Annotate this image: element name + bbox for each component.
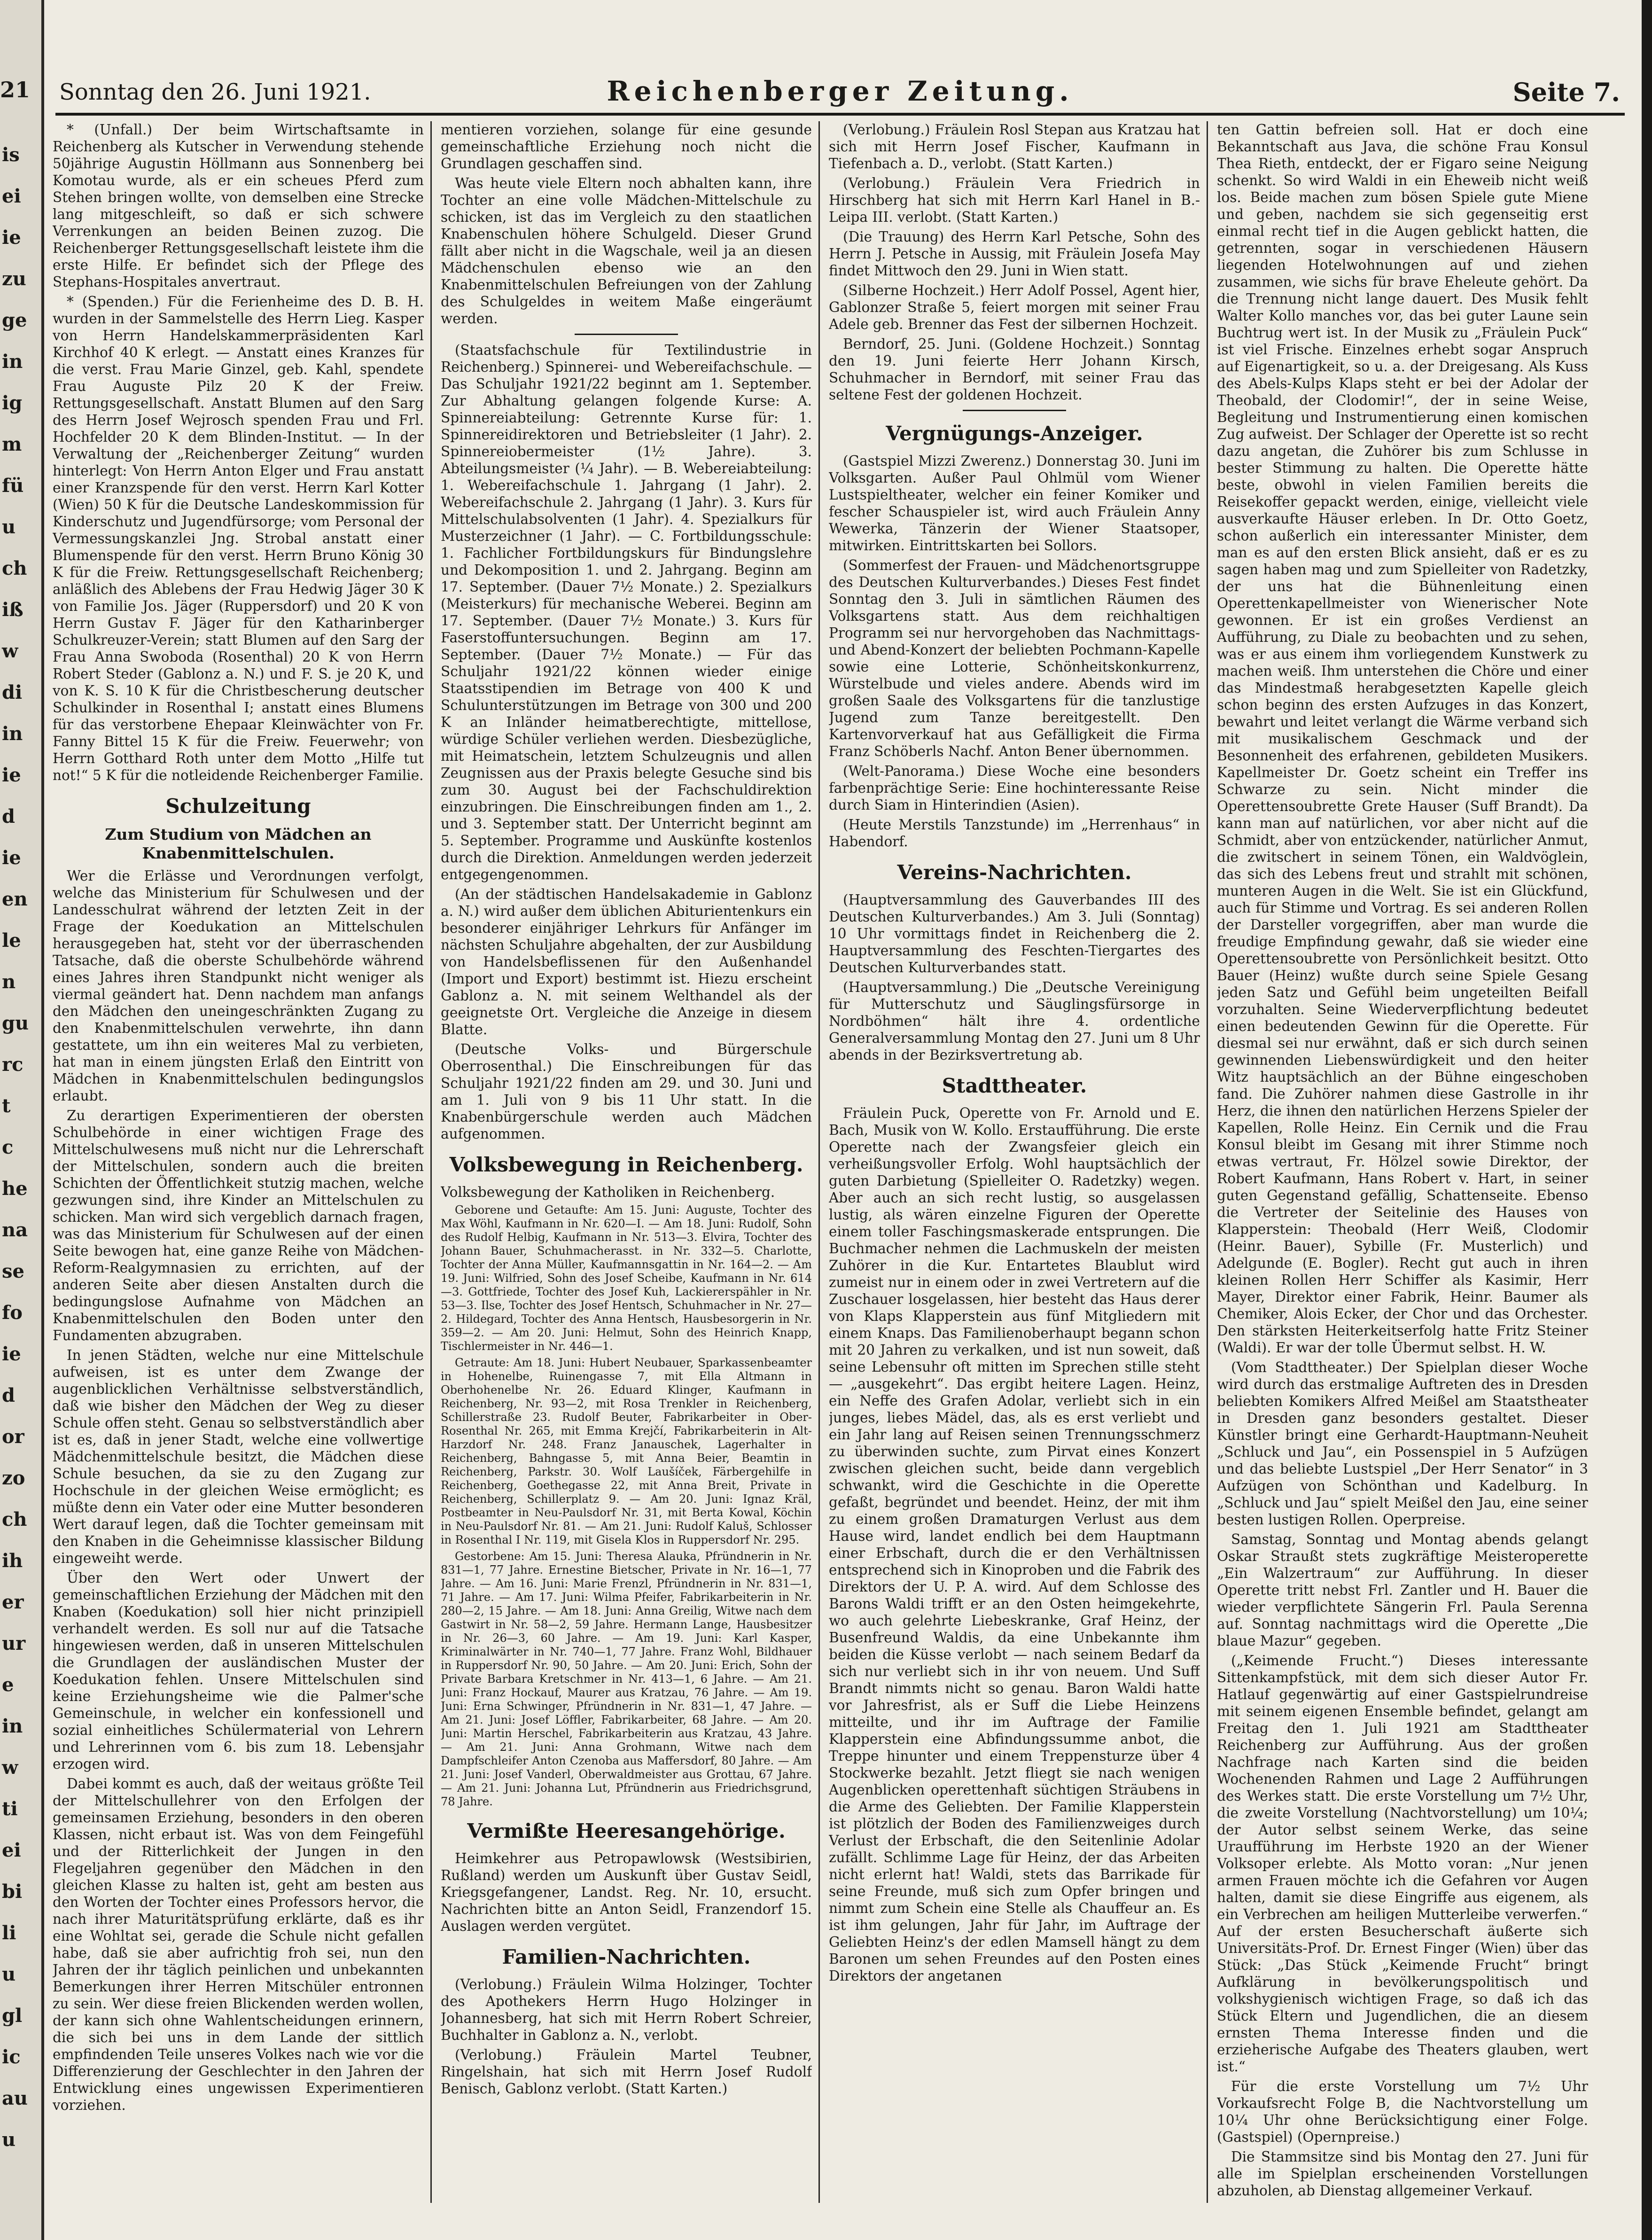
previous-page-fragment: w: [2, 640, 18, 662]
article-paragraph: Geborene und Getaufte: Am 15. Juni: Auguste, Tochter des Max Wöhl, Kaufmann in Nr. 620—I. — Am 18. Juni: Rudolf, Sohn des Rudolf Helbig, Kaufmann in Nr. 513—3. Elvira, Tochter des Johann Bauer, Schuhmacherasst. in Nr. 332—5. Charlotte, Tochter der Anna Müller, Kaufmannsgattin in Nr. 164—2. — Am 19. Juni: Wilfried, Sohn des Josef Scheibe, Kaufmann in Nr. 614—3. Gottfriede, Tochter des Josef Kuh, Lackiererspähler in Nr. 53—3. Ilse, Tochter des Josef Hentsch, Schuhmacher in Nr. 27—2. Hildegard, Tochter des Anna Hentsch, Hausbesorgerin in Nr. 359—2. — Am 20. Juni: Helmut, Sohn des Heinrich Knapp, Tischlermeister in Nr. 446—1.: [441, 1203, 812, 1353]
column-4: [1217, 121, 1588, 2203]
previous-page-fragment: ih: [2, 1550, 23, 1572]
article-subheading: Zum Studium von Mädchen an Knabenmittelschulen.: [105, 825, 372, 862]
previous-page-fragment: he: [2, 1178, 28, 1200]
previous-page-fragment: ch: [2, 1508, 27, 1530]
section-divider: [963, 410, 1066, 411]
article-paragraph: * (Unfall.) Der beim Wirtschaftsamte in Reichenberg als Kutscher in Verwendung stehende 50jährige Augustin Höllmann aus Sonnenberg bei Komotau wurde, als er ein scheues Pferd zum Stehen bringen wollte, von demselben eine Strecke lang mitgeschleift, so daß er sich schwere Verrenkungen an beiden Beinen zuzog. Die Reichenberger Rettungsgesellschaft leistete ihm die erste Hilfe. Er befindet sich der Pflege des Stephans-Hospitales anvertraut.: [53, 122, 424, 290]
article-paragraph: ten Gattin befreien soll. Hat er doch eine Bekanntschaft aus Java, die schöne Frau Konsul Thea Rieth, entdeckt, der er Figaro seine Neigung schenkt. So wird Waldi in ein Eheweib nicht weiß los. Beide machen zum bösen Spiele gute Miene und geben, nachdem sie sich gegenseitig erst einmal recht tief in die Augen geblickt hatten, die getrennten, sogar in verschiedenen Häusern liegenden Hotelwohnungen auf und ziehen zusammen, wie sichs für brave Eheleute gehört. Da die Trennung nicht lange dauert. Des Musik fehlt Walter Kollo manches vor, das bei guter Laune sein Buchtrug wert ist. In der Musik zu „Fräulein Puck“ ist viel Frische. Einzelnes erhebt sogar Anspruch auf Eigenartigkeit, so u. a. der Dreigesang. Als Kuss des Abels-Kulps Klaps steht er bei der Adolar der Theobald, der Clodomir!“, der in seine Weise, Begleitung und Instrumentierung einen komischen Zug aufweist. Der Schlager der Operette ist so recht dazu angetan, die Zuhörer bis zum Schlusse in bester Stimmung zu halten. Die Operette hätte beste, obwohl in vielen Familien bereits die Reisekoffer gepackt werden, einige, vielleicht viele ausverkaufte Häuser erleben. In Dr. Otto Goetz, schon außerlich ein interessanter Minister, dem man es auf den ersten Blick ansieht, daß er es zu sagen haben mag und zum Spielleiter von Radetzky, der uns hat die Bühnenleitung einen Operettenkapellmeister von Wienerischer Note gewonnen. Er ist ein großes Verdienst an Aufführung, zu Diale zu beobachten und zu sehen, was er aus einem ihm vorliegendem Kunstwerk zu machen weiß. Ihm unterstehen die Chöre und einer das Mindestmaß herabgesetzten Kapelle gleich schon beginn des ersten Aufzuges in das Konzert, bewahrt und leitet verlangt die Wärme verband sich mit musikalischem Geschmack und der Besonnenheit des erfahrenen, gebildeten Musikers. Kapellmeister Dr. Goetz scheint ein Treffer ins Schwarze zu sein. Nicht minder die Operettensoubrette Grete Hauser (Suff Brandt). Da kann man auf natürlichen, vor aber nicht auf die Schmidt, aber von entzückender, natürlicher Anmut, die zwitschert in seinem Tönen, ein Waldvöglein, das sich des Lebens freut und strahlt mit schönen, munteren Augen in die Welt. Sie ist ein Glückfund, auch für Stimme und Vortrag. Es sei anderen Rollen der Darsteller vorgegriffen, aber man wurde die freudige Empfindung gewahr, daß sie wieder eine Operettensoubrette von Persönlichkeit besitzt. Otto Bauer (Heinz) wußte durch seine Spiele Gesang jeden Satz und Gefühl beim ungeteilten Beifall vorzuhalten. Seine Wiederverpflichtung bedeutet einen bedeutenden Gewinn für die Operette. Für diesmal sei nur erwähnt, daß er sich durch seinen gewinnenden Liebenswürdigkeit und den heiter Witz hauptsächlich an der Bühne eingeschoben fand. Die Zuhörer nahmen diese Gastrolle in ihr Herz, die ihnen den natürlichen Herzens Spieler der Kapellen, Rolle Heinz. Ein Cernik und die Frau Konsul bleibt im Gesang mit ihrer Stimme noch etwas vertraut, Fr. Hölzel sowie Direktor, der Robert Kaufmann, Hans Robert v. Hart, in seiner guten Gegenstand gefällig, Schattenseite. Ebenso die Vertreter der Seitelinie des Hauses von Klapperstein: Theobald (Herr Weiß, Clodomir (Heinr. Bauer), Sybille (Fr. Musterlich) und Adelgunde (E. Bogler). Recht gut auch in ihren kleinen Rollen Herr Schiffer als Kasimir, Herr Mayer, Direktor einer Fabrik, Heinr. Baumer als Chemiker, Alois Ecker, der Chor und das Orchester. Den stärksten Heiterkeitserfolg hatte Fritz Steiner (Waldi). Er war der tolle Übermut selbst. H. W.: [1217, 122, 1588, 1356]
article-paragraph: (Welt-Panorama.) Diese Woche eine besonders farbenprächtige Serie: Eine hochinteressante Reise durch Siam in Hinterindien (Asien).: [829, 763, 1200, 813]
previous-page-fragment: n: [2, 971, 16, 993]
article-paragraph: Gestorbene: Am 15. Juni: Theresa Alauka, Pfründnerin in Nr. 831—1, 77 Jahre. Ernestine Bietscher, Private in Nr. 16—1, 77 Jahre. — Am 16. Juni: Marie Frenzl, Pfründnerin in Nr. 831—1, 71 Jahre. — Am 17. Juni: Wilma Pfeifer, Fabrikarbeiterin in Nr. 280—2, 15 Jahre. — Am 18. Juni: Anna Greilig, Witwe nach dem Gastwirt in Nr. 58—2, 59 Jahre. Hermann Lange, Hausbesitzer in Nr. 26—3, 60 Jahre. — Am 19. Juni: Karl Kasper, Kriminalwärter in Nr. 740—1, 77 Jahre. Franz Wohl, Bildhauer in Ruppersdorf Nr. 90, 50 Jahre. — Am 20. Juni: Erich, Sohn der Private Barbara Kretschmer in Nr. 413—1, 6 Jahre. — Am 21. Juni: Franz Hockauf, Maurer aus Kratzau, 76 Jahre. — Am 19. Juni: Erna Schwinger, Pfründnerin in Nr. 831—1, 47 Jahre. — Am 21. Juni: Josef Löffler, Fabrikarbeiter, 68 Jahre. — Am 20. Juni: Martin Herschel, Fabrikarbeiterin aus Kratzau, 43 Jahre. — Am 21. Juni: Anna Grohmann, Witwe nach dem Dampfschleifer Anton Czenoba aus Maffersdorf, 80 Jahre. — Am 21. Juni: Josef Vanderl, Oberwaldmeister aus Grottau, 67 Jahre. — Am 21. Juni: Johanna Lut, Pfründnerin aus Friedrichsgrund, 78 Jahre.: [441, 1550, 812, 1808]
article-paragraph: (Deutsche Volks- und Bürgerschule Oberrosenthal.) Die Einschreibungen für das Schuljahr 1921/22 finden am 29. und 30. Juni und am 1. Juli von 9 bis 11 Uhr statt. In die Knabenbürgerschule werden auch Mädchen aufgenommen.: [441, 1041, 812, 1142]
column-rule: [1207, 121, 1208, 2203]
article-paragraph: (Staatsfachschule für Textilindustrie in Reichenberg.) Spinnerei- und Webereifachschule. — Das Schuljahr 1921/22 beginnt am 1. September. Zur Abhaltung gelangen folgende Kurse: A. Spinnereiabteilung: Getrennte Kurse für: 1. Spinnereidirektoren und Betriebsleiter (1 Jahr). 2. Spinnereiobermeister (1½ Jahre). 3. Abteilungsmeister (¼ Jahr). — B. Webereiabteilung: 1. Webereifachschule 1. Jahrgang (1 Jahr). 2. Webereifachschule 2. Jahrgang (1 Jahr). 3. Kurs für Mittelschulabsolventen (1 Jahr). 4. Spezialkurs für Musterzeichner (1 Jahr). — C. Fortbildungsschule: 1. Fachlicher Fortbildungskurs für Bindungslehre und Dekomposition 1. und 2. Jahrgang. Beginn am 17. September. (Dauer 7½ Monate.) 2. Spezialkurs (Meisterkurs) für mechanische Weberei. Beginn am 17. September. (Dauer 7½ Monate.) 3. Kurs für Faserstoffuntersuchungen. Beginn am 17. September. (Dauer 7½ Monate.) — Für das Schuljahr 1921/22 können wieder einige Staatsstipendien im Betrage von 400 K und Schulunterstützungen im Betrage von 300 und 200 K an Inländer heimatberechtigte, mittellose, würdige Schüler verliehen werden. Diesbezügliche, mit Heimatschein, letztem Schulzeugnis und allen Zeugnissen aus der Praxis belegte Gesuche sind bis zum 30. August bei der Fachschuldirektion einzubringen. Die Einschreibungen finden am 1., 2. und 3. September statt. Der Unterricht beginnt am 5. September. Programme und Auskünfte kostenlos durch die Direktion. Anmeldungen werden jederzeit entgegengenommen.: [441, 342, 812, 882]
article-paragraph: Dabei kommt es auch, daß der weitaus größte Teil der Mittelschullehrer von den Erfolgen der gemeinsamen Erziehung, besonders in den oberen Klassen, nicht erbaut ist. Was von dem Feingefühl und der Ritterlichkeit der Jungen in den Flegeljahren gegenüber den Mädchen in den gleichen Klasse zu halten ist, geht am besten aus den Worten der Tochter eines Professors hervor, die nach ihrer Maturitätsprüfung erklärte, daß es ihr eine Wohltat sei, gerade die Schule nicht gefallen habe, daß sie aber aufrichtig froh sei, nun den Jahren der ihr täglich peinlichen und unbekannten Bemerkungen ihrer Herren Mitschüler entronnen zu sein. Wer diese freien Blickenden werden wollen, der kann sich ohne Wahlentscheidungen erinnern, die sich bei uns in dem Lande der sittlich empfindenden Teile unseres Volkes nach wie vor die Differenzierung der Geschlechter in den Jahren der Entwicklung eines ungewissen Experimentieren vorziehen.: [53, 1776, 424, 2113]
article-paragraph: Samstag, Sonntag und Montag abends gelangt Oskar Straußt stets zugkräftige Meisteroperette „Ein Walzertraum“ zur Aufführung. In dieser Operette tritt nebst Frl. Zantler und H. Bauer die wieder verpflichtete Sängerin Frl. Paula Serenna auf. Sonntag nachmittags wird die Operette „Die blaue Mazur“ gegeben.: [1217, 1531, 1588, 1649]
previous-page-fragment: gu: [2, 1012, 29, 1034]
previous-page-fragment: ie: [2, 764, 21, 786]
previous-page-fragment: na: [2, 1219, 28, 1241]
previous-page-fragment: u: [2, 2129, 16, 2151]
section-heading: Vermißte Heeresangehörige.: [467, 1819, 786, 1842]
previous-page-fragment: er: [2, 1591, 24, 1613]
previous-page-fragment: is: [2, 144, 20, 166]
article-paragraph: (Verlobung.) Fräulein Martel Teubner, Ringelshain, hat sich mit Herrn Josef Rudolf Benisch, Gablonz verlobt. (Statt Karten.): [441, 2047, 812, 2097]
article-paragraph: Fräulein Puck, Operette von Fr. Arnold und E. Bach, Musik von W. Kollo. Erstaufführung. Die erste Operette nach der Zwangsfeier gleich ein verheißungsvoller Erfolg. Wohl hauptsächlich der guten Darbietung (Spielleiter O. Radetzky) wegen. Aber auch an sich recht lustig, so ausgelassen lustig, als wären einzelne Figuren der Operette einem toller Faschingsmaskerade entsprungen. Die Buchmacher nehmen die Lachmuskeln der meisten Zuhörer in die Kur. Entartetes Blaublut wird zumeist nur in einem oder in zwei Vertretern auf die Zuschauer losgelassen, hier besteht das Haus derer von Klaps Klapperstein aus fünf Mitgliedern mit einem Knaps. Das Familienoberhaupt begann schon mit 20 Jahren zu verkalken, und ist nun soweit, daß seine Lebensuhr oft mitten im Sprechen stille steht — „ausgekehrt“. Das ergibt heitere Lagen. Heinz, ein Neffe des Grafen Adolar, verliebt sich in ein junges, liebes Mädel, das, als es erst verliebt und ein Jahr lang auf Reisen seinen Trennungsschmerz zu überwinden suchte, zum Pirvat eines Konzert zwischen gleichen sucht, beide dann vergeblich schwankt, wird die Geschichte in die Operette gefaßt, begründet und beendet. Heinz, der mit ihm zu einem großen Dramaturgen Verlust aus dem Hause wird, landet endlich bei dem Hauptmann einer Erbschaft, durch die er den Verhältnissen entsprechend sich in Kinoproben und die Fabrik des Direktors der U. P. A. wird. Auf dem Schlosse des Barons Waldi trifft er an den Osten heimgekehrte, wo auch gelehrte Liebeskranke, Graf Heinz, der Busenfreund Waldis, da eine Unbekannte ihm beiden die Küsse verlobt — nach seinem Bedarf da sich nur verliebt sich in ihr von neuem. Und Suff Brandt nimmts nicht so genau. Baron Waldi hatte vor Jahresfrist, als er Suff die Liebe Heinzens mitteilte, und ihr im Auftrage der Familie Klapperstein eine Abfindungssumme anbot, die Treppe hinunter und einem Treppensturze über 4 Stockwerke bezahlt. Jetzt fliegt sie nach wenigen Augenblicken operettenhaft süchtigen Sträubens in die Arme des Geliebten. Der Familie Klapperstein ist plötzlich der Boden des Familienzweiges durch Verlust der Erbschaft, die den Seitenlinie Adolar zufällt. Schlimme Lage für Heinz, der das Arbeiten nicht erlernt hat! Waldi, stets das Barrikade für seine Freunde, muß sich zum Opfer bringen und nimmt zum Schein eine Stelle als Chauffeur an. Es ist ihm gelungen, Jahr für Jahr, im Auftrage der Geliebten Heinz's der edlen Mamsell hängt zu dem Baronen um sehen Freundes auf den Posten eines Direktors der angetanen: [829, 1105, 1200, 1984]
article-paragraph: (Verlobung.) Fräulein Vera Friedrich in Hirschberg hat sich mit Herrn Karl Hanel in B.-Leipa III. verlobt. (Statt Karten.): [829, 175, 1200, 225]
section-heading: Vereins-Nachrichten.: [897, 861, 1132, 884]
article-paragraph: (Vom Stadttheater.) Der Spielplan dieser Woche wird durch das erstmalige Auftreten des in Dresden beliebten Komikers Alfred Meißel am Staatstheater in Dresden ganz besonders gestaltet. Dieser Künstler bringt eine Gerhardt-Hauptmann-Neuheit „Schluck und Jau“, ein Possenspiel in 5 Aufzügen und das beliebte Lustspiel „Der Herr Senator“ in 3 Aufzügen von Schönthan und Kadelburg. In „Schluck und Jau“ spielt Meißel den Jau, eine seiner besten lustigen Rollen. Operpreise.: [1217, 1359, 1588, 1528]
section-heading: Stadttheater.: [942, 1074, 1087, 1097]
page-edge: [1642, 0, 1652, 2240]
previous-page-fragment: le: [2, 929, 21, 952]
article-paragraph: (Silberne Hochzeit.) Herr Adolf Possel, Agent hier, Gablonzer Straße 5, feiert morgen mit seiner Frau Adele geb. Brenner das Fest der silbernen Hochzeit.: [829, 282, 1200, 332]
article-paragraph: (Hauptversammlung.) Die „Deutsche Vereinigung für Mutterschutz und Säuglingsfürsorge in Nordböhmen“ hält ihre 4. ordentliche Generalversammlung Montag den 27. Juni um 8 Uhr abends in der Bezirksvertretung ab.: [829, 979, 1200, 1063]
previous-page-fragment: e: [2, 1674, 14, 1696]
previous-page-fragment: u: [2, 516, 16, 538]
previous-page-fragment: di: [2, 681, 23, 703]
column-rule: [430, 121, 432, 2203]
previous-page-fragment: c: [2, 1136, 14, 1158]
previous-page-fragment: fo: [2, 1302, 23, 1324]
newspaper-title: Reichenberger Zeitung.: [607, 75, 1074, 107]
article-paragraph: (Hauptversammlung des Gauverbandes III des Deutschen Kulturverbandes.) Am 3. Juli (Sonntag) 10 Uhr vormittags findet in Reichenberg die 2. Hauptversammlung des Feschten-Tiergartes des Deutschen Kulturverbandes statt.: [829, 892, 1200, 976]
previous-page-fragment: ig: [2, 392, 23, 414]
previous-page-number: 21: [0, 77, 31, 102]
previous-page-fragment: se: [2, 1260, 24, 1282]
previous-page-fragment: w: [2, 1756, 18, 1779]
previous-page-fragment: ge: [2, 309, 27, 331]
page-header: [55, 70, 1625, 116]
previous-page-fragment: ur: [2, 1632, 26, 1655]
previous-page-fragment: ie: [2, 226, 21, 249]
column-3: [829, 121, 1200, 2203]
previous-page-fragment: u: [2, 1963, 16, 1985]
article-paragraph: (Gastspiel Mizzi Zwerenz.) Donnerstag 30. Juni im Volksgarten. Außer Paul Ohlmül vom Wiener Lustspieltheater, welcher ein feiner Komiker und fescher Schauspieler ist, wird auch Fräulein Anny Wewerka, Tänzerin der Wiener Staatsoper, mitwirken. Eintrittskarten bei Sollors.: [829, 453, 1200, 554]
article-paragraph: Wer die Erlässe und Verordnungen verfolgt, welche das Ministerium für Schulwesen und der Landesschulrat während der letzten Zeit in der Frage der Koedukation an Mittelschulen herausgegeben hat, steht vor der überraschenden Tatsache, daß die oberste Schulbehörde während eines Jahres ihren Standpunkt nicht weniger als viermal geändert hat. Denn nachdem man anfangs den Mädchen den uneingeschränkten Zugang zu den Knabenmittelschulen verwehrte, ihn dann gestattete, um ihn ein weiteres Mal zu verbieten, hat man in einem jüngsten Erlaß den Eintritt von Mädchen in Knabenmittelschulen bedingungslos erlaubt.: [53, 868, 424, 1104]
section-heading: Familien-Nachrichten.: [502, 1945, 751, 1968]
article-paragraph: („Keimende Frucht.“) Dieses interessante Sittenkampfstück, mit dem sich dieser Autor Fr. Hatlauf gegenwärtig auf einer Gastspielrundreise mit seinem eigenen Ensemble befindet, gelangt am Freitag den 1. Juli 1921 am Stadttheater Reichenberg zur Aufführung. Aus der großen Nachfrage nach Karten sind die beiden Wochenenden Rahmen und Lage 2 Aufführungen des Werkes statt. Die erste Vorstellung um 7½ Uhr, die zweite Vorstellung (Nachtvorstellung) um 10¼; der Autor selbst seinem Werke, das seine Uraufführung im Herbste 1920 an der Wiener Volksoper erlebte. Als Motto voran: „Nur jenen armen Frauen möchte ich die Gefahren vor Augen halten, damit sie diese Eingriffe aus eigenem, als ein Verbrechen am heiligen Mutterleibe verwerfen.“ Auf der ersten Besucherschaft äußerte sich Universitäts-Prof. Dr. Ernest Finger (Wien) über das Stück: „Das Stück „Keimende Frucht“ bringt Aufklärung in bevölkerungspolitisch und volkshygienisch wichtigen Frage, so daß ich das Stück Eltern und Jugendlichen, die an diesem ernsten Thema Interesse finden und die erzieherische Aufgabe des Theaters glauben, wert ist.“: [1217, 1653, 1588, 2075]
article-paragraph: (Verlobung.) Fräulein Wilma Holzinger, Tochter des Apothekers Herrn Hugo Holzinger in Johannesberg, hat sich mit Herrn Robert Schreier, Buchhalter in Gablonz a. N., verlobt.: [441, 1976, 812, 2043]
previous-page-fragment: en: [2, 888, 28, 910]
article-paragraph: (Sommerfest der Frauen- und Mädchenortsgruppe des Deutschen Kulturverbandes.) Dieses Fest findet Sonntag den 3. Juli in sämtlichen Räumen des Volksgartens statt. Aus dem reichhaltigen Programm sei nur hervorgehoben das Nachmittags- und Abend-Konzert der beliebten Pochmann-Kapelle sowie eine Lotterie, Schönheitskonkurrenz, Würstelbude und vieles andere. Abends wird im großen Saale des Volksgartens für die tanzlustige Jugend zum Tanze bereitgestellt. Den Kartenvorverkauf hat aus Gefälligkeit die Firma Franz Schöberls Nachf. Anton Bener übernommen.: [829, 557, 1200, 759]
previous-page-fragment: li: [2, 1922, 16, 1944]
article-paragraph: Die Stammsitze sind bis Montag den 27. Juni für alle im Spielplan erscheinenden Vorstellungen abzuholen, ab Dienstag allgemeiner Verkauf.: [1217, 2149, 1588, 2199]
previous-page-fragment: gl: [2, 2005, 23, 2027]
previous-page-fragment: ei: [2, 1839, 21, 1861]
previous-page-fragment: ch: [2, 557, 27, 579]
previous-page-fragment: ti: [2, 1798, 18, 1820]
article-paragraph: (Heute Merstils Tanzstunde) im „Herrenhaus“ in Habendorf.: [829, 817, 1200, 850]
previous-page-fragment: t: [2, 1095, 11, 1117]
previous-page-fragment: d: [2, 805, 15, 827]
previous-page-fragment: ie: [2, 1343, 21, 1365]
previous-page-fragment: or: [2, 1426, 24, 1448]
article-paragraph: * (Spenden.) Für die Ferienheime des D. B. H. wurden in der Sammelstelle des Herrn Lieg. Kasper von Herrn Handelskammerpräsidenten Karl Kirchhof 40 K erlegt. — Anstatt eines Kranzes für die verst. Frau Marie Ginzel, geb. Kahl, spendete Frau Auguste Pilz 20 K der Freiw. Rettungsgesellschaft. Anstatt Blumen auf den Sarg des Herrn Josef Wejrosch spenden Frau und Frl. Hochfelder 20 K dem Blinden-Institut. — In der Verwaltung der „Reichenberger Zeitung“ wurden hinterlegt: Von Herrn Anton Elger und Frau anstatt einer Kranzspende für den verst. Herrn Karl Kotter (Wien) 50 K für die Deutsche Landeskommission für Kinderschutz und Jugendfürsorge; vom Personal der Vermessungskanzlei Jng. Strobal anstatt einer Blumenspende für den verst. Herrn Bruno König 30 K für die Freiw. Rettungsgesellschaft Reichenberg; anläßlich des Ablebens der Frau Hedwig Jäger 30 K von Familie Jos. Jäger (Ruppersdorf) und 20 K von Herrn Gustav F. Jäger für den Katharinberger Schulkreuzer-Verein; statt Blumen auf den Sarg der Frau Anna Swoboda (Rosenthal) 20 K von Herrn Robert Steder (Gablonz a. N.) und F. S. je 20 K, und von K. S. 10 K für die Christbescherung deutscher Schulkinder in Rosenthal I; anstatt eines Blumens für das verstorbene Ehepaar Kleinwächter von Fr. Fanny Bittel 15 K für die Freiw. Feuerwehr; von Herrn Gotthard Roth unter dem Motto „Hilfe tut not!“ 5 K für die notleidende Reichenberger Familie.: [53, 294, 424, 783]
previous-page-fragment: iß: [2, 599, 23, 621]
section-divider: [575, 334, 678, 335]
column-2: [441, 121, 812, 2203]
previous-page-fragment: ie: [2, 847, 21, 869]
section-heading: Volksbewegung in Reichenberg.: [449, 1153, 803, 1176]
article-paragraph: Was heute viele Eltern noch abhalten kann, ihre Tochter an eine volle Mädchen-Mittelschule zu schicken, ist das im Vergleich zu den staatlichen Knabenschulen höhere Schulgeld. Dieser Grund fällt aber nicht in die Wagschale, weil ja an diesen Mädchenschulen ebenso wie an den Knabenmittelschulen Befreiungen von der Zahlung des Schulgeldes in weitem Maße eingeräumt werden.: [441, 175, 812, 327]
previous-page-fragment: in: [2, 1715, 23, 1737]
section-heading: Vergnügungs-Anzeiger.: [886, 422, 1143, 445]
previous-page-fragment: zo: [2, 1467, 25, 1489]
article-paragraph: Berndorf, 25. Juni. (Goldene Hochzeit.) Sonntag den 19. Juni feierte Herr Johann Kirsch, Schuhmacher in Berndorf, mit seiner Frau das seltene Fest der goldenen Hochzeit.: [829, 336, 1200, 403]
previous-page-fragment: in: [2, 723, 23, 745]
previous-page-fragment: bi: [2, 1881, 23, 1903]
previous-page-fragment: m: [2, 433, 22, 455]
article-paragraph: Zu derartigen Experimentieren der obersten Schulbehörde in einer wichtigen Frage des Mittelschulwesens muß nicht nur die Lehrerschaft der Mittelschulen, sondern auch die breiten Schichten der Öffentlichkeit stutzig machen, welche gezwungen sind, ihre Kinder an Mittelschulen zu schicken. Man wird sich vergeblich darnach fragen, was das Ministerium für Schulwesen auf der einen Seite bewogen hat, eine ganze Reihe von Mädchen-Reform-Realgymnasien zu errichten, auf der anderen Seite aber diesen Anstalten durch die bedingungslose Aufnahme von Mädchen an Knabenmittelschulen den Boden unter den Fundamenten abzugraben.: [53, 1108, 424, 1343]
previous-page-fragment: fü: [2, 475, 24, 497]
previous-page-strip: [0, 0, 44, 2240]
article-paragraph: (Die Trauung) des Herrn Karl Petsche, Sohn des Herrn J. Petsche in Aussig, mit Fräulein Josefa May findet Mittwoch den 29. Juni in Wien statt.: [829, 229, 1200, 279]
page-number: Seite 7.: [1512, 77, 1620, 107]
previous-page-fragment: au: [2, 2087, 28, 2109]
article-paragraph: (An der städtischen Handelsakademie in Gablonz a. N.) wird außer dem üblichen Abiturientenkurs ein besonderer einjähriger Lehrkurs für Anfänger im nächsten Schuljahre abgehalten, der zur Ausbildung von Handelsbeflissenen für den Außenhandel (Import und Export) bestimmt ist. Hiezu erscheint Gablonz a. N. mit seinem Welthandel als der geeignetste Ort. Vergleiche die Anzeige in diesem Blatte.: [441, 886, 812, 1038]
previous-page-fragment: d: [2, 1384, 15, 1406]
section-heading: Schulzeitung: [165, 795, 311, 818]
article-paragraph: Für die erste Vorstellung um 7½ Uhr Vorkaufsrecht Folge B, die Nachtvorstellung um 10¼ Uhr ohne Berücksichtigung einer Folge. (Gastspiel) (Opernpreise.): [1217, 2078, 1588, 2145]
previous-page-fragment: ei: [2, 185, 21, 207]
article-paragraph: mentieren vorziehen, solange für eine gesunde gemeinschaftliche Erziehung noch nicht die Grundlagen geschaffen sind.: [441, 122, 812, 172]
article-paragraph: In jenen Städten, welche nur eine Mittelschule aufweisen, ist es unter dem Zwange der augenblicklichen Verhältnisse selbstverständlich, daß wie bisher den Mädchen der Weg zu dieser Schule offen steht. Genau so selbstverständlich aber ist es, daß in jener Stadt, welche eine vollwertige Mädchenmittelschule besitzt, die Mädchen diese Schule besuchen, da sie zu den Zugang zur Hochschule in der gleichen Weise ermöglicht; es müßte denn ein Vater oder eine Mutter besonderen Wert darauf legen, daß die Tochter gemeinsam mit den Knaben in die Geheimnisse klassischer Bildung eingeweiht werde.: [53, 1347, 424, 1566]
article-paragraph: (Verlobung.) Fräulein Rosl Stepan aus Kratzau hat sich mit Herrn Josef Fischer, Kaufmann in Tiefenbach a. D., verlobt. (Statt Karten.): [829, 122, 1200, 172]
previous-page-fragment: zu: [2, 268, 26, 290]
previous-page-fragment: rc: [2, 1054, 23, 1076]
column-rule: [818, 121, 820, 2203]
article-paragraph: Heimkehrer aus Petropawlowsk (Westsibirien, Rußland) werden um Auskunft über Gustav Seidl, Kriegsgefangener, Landst. Reg. Nr. 10, ersucht. Nachrichten bitte an Anton Seidl, Franzendorf 15. Auslagen werden vergütet.: [441, 1850, 812, 1934]
previous-page-fragment: ic: [2, 2046, 21, 2068]
column-1: [53, 121, 424, 2203]
issue-date: Sonntag den 26. Juni 1921.: [59, 79, 371, 105]
article-paragraph: Über den Wert oder Unwert der gemeinschaftlichen Erziehung der Mädchen mit den Knaben (Koedukation) soll hier nicht prinzipiell verhandelt werden. Es soll nur auf die Tatsache hingewiesen werden, daß in unseren Mittelschulen die Grundlagen der ausländischen Muster der Koedukation fehlen. Unsere Mittelschulen sind keine Erziehungsheime wie die Palmer'sche Gemeinschule, in welcher ein konfessionell und sozial einheitliches Schülermaterial von Lehrern und Lehrerinnen vom 6. bis zum 18. Lebensjahr erzogen wird.: [53, 1570, 424, 1772]
article-paragraph: Volksbewegung der Katholiken in Reichenberg.: [441, 1184, 775, 1200]
previous-page-fragment: in: [2, 351, 23, 373]
article-paragraph: Getraute: Am 18. Juni: Hubert Neubauer, Sparkassenbeamter in Hohenelbe, Ruinengasse 7, mit Ella Altmann in Oberhohenelbe Nr. 26. Eduard Klinger, Kaufmann in Reichenberg, Nr. 93—2, mit Rosa Trenkler in Reichenberg, Schillerstraße 23. Rudolf Beuter, Fabrikarbeiter in Ober-Rosenthal Nr. 265, mit Emma Krejčí, Fabrikarbeiterin in Alt-Harzdorf Nr. 248. Franz Janauschek, Lagerhalter in Reichenberg, Bahngasse 5, mit Anna Beier, Beamtin in Reichenberg, Parkstr. 30. Wolf Laušíček, Färbergehilfe in Reichenberg, Goethegasse 22, mit Anna Breit, Private in Reichenberg, Schillerplatz 9. — Am 20. Juni: Ignaz Kräl, Postbeamter in Neu-Paulsdorf Nr. 31, mit Berta Kowal, Köchin in Neu-Paulsdorf Nr. 81. — Am 21. Juni: Rudolf Kaluš, Schlosser in Rosenthal I Nr. 119, mit Gisela Klos in Ruppersdorf Nr. 295.: [441, 1356, 812, 1546]
